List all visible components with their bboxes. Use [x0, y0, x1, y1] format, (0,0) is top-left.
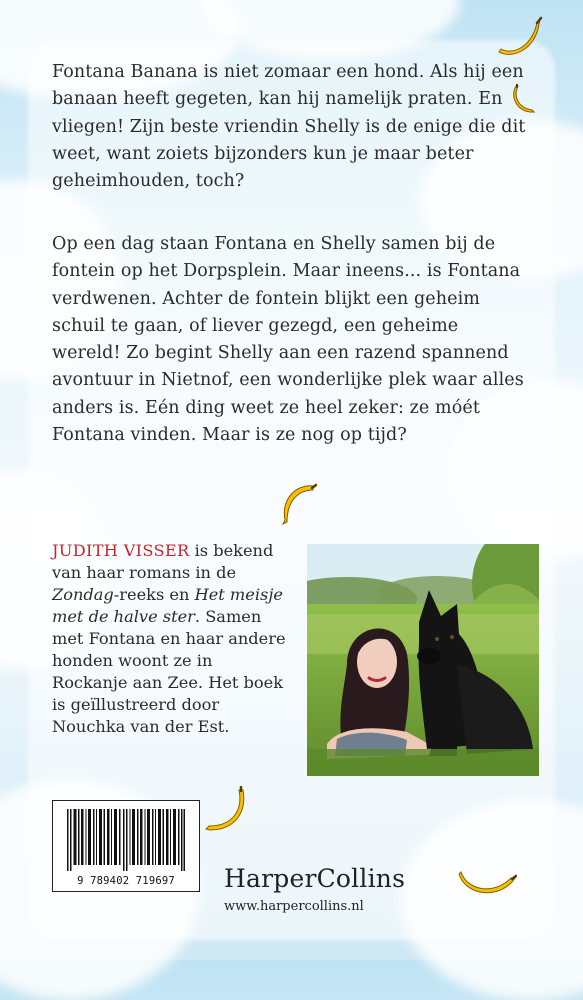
publisher-website[interactable]: www.harpercollins.nl	[224, 899, 364, 914]
blurb-paragraph-2: Op een dag staan Fontana en Shelly samen bij de fontein op het Dorpsplein. Maar ineens... is Fontana verdwenen. Achter de fontein blijkt een geheim schuil te gaan, of liever gezegd, een geheime wereld! Zo begint Shelly aan een razend spannend avontuur in Nietnof, een wonderlijke plek waar alles anders is. Eén ding weet ze heel zeker: ze móét Fontana vinden. Maar is ze nog op tijd?	[52, 234, 524, 446]
book-title: Het meisje met de halve ster	[52, 585, 283, 626]
author-bio	[52, 540, 292, 738]
bio-text: is bekend van haar romans in de	[52, 541, 274, 582]
banana-icon	[497, 15, 543, 57]
barcode	[52, 800, 200, 892]
banana-icon	[457, 858, 517, 898]
bio-text: . Samen met Fontana en haar andere honden woont ze in Rockanje aan Zee. Het boek is geïllustreerd door Nouchka van der Est.	[52, 607, 286, 736]
bio-text: -reeks en	[113, 585, 195, 604]
author-name: JUDITH VISSER	[52, 541, 190, 560]
isbn-number: 9 789402 719697	[77, 875, 175, 887]
blurb-paragraph-1: Fontana Banana is niet zomaar een hond. Als hij een banaan heeft gegeten, kan hij namelijk praten. En vliegen! Zijn beste vriendin Shelly is de enige die dit weet, want zoiets bijzonders kun je maar beter geheimhouden, toch?	[52, 62, 526, 192]
banana-icon	[275, 480, 317, 528]
publisher-name: HarperCollins	[224, 864, 406, 893]
author-photo	[307, 544, 539, 776]
barcode-bars	[67, 809, 185, 871]
banana-icon	[203, 786, 247, 834]
series-title: Zondag	[52, 585, 114, 604]
